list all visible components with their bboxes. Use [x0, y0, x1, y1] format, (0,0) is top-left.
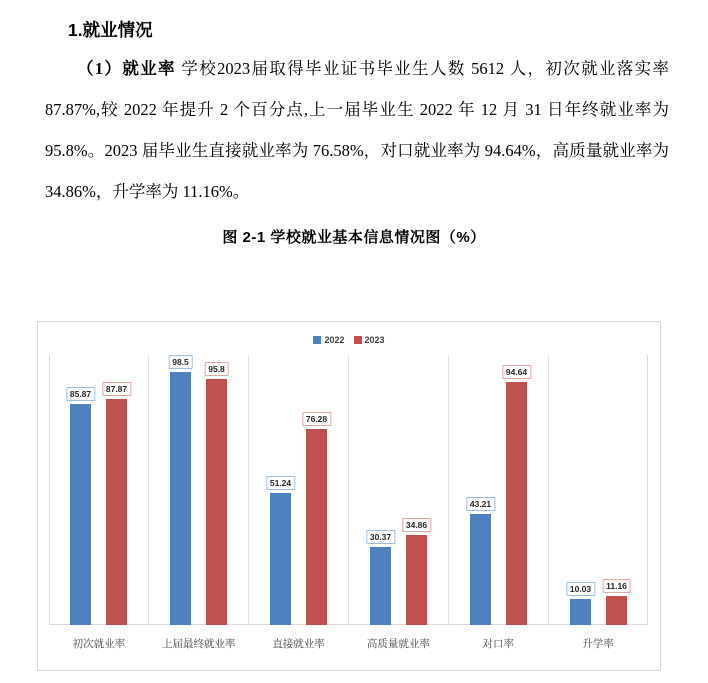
- paragraph-rest: 学校2023届取得毕业证书毕业生人数 5612 人，初次就业落实率 87.87%,较 2022 年提升 2 个百分点,上一届毕业生 2022 年 12 月 31 日年终就业率为 95.8%。2023 届毕业生直接就业率为 76.58%，对口就业率为 94.64%，高质量就业率为 34.86%，升学率为 11.16%。: [45, 59, 670, 201]
- bar-group: [149, 355, 249, 625]
- bar-holder: [470, 355, 491, 625]
- page-heading: 1.就业情况: [68, 20, 153, 40]
- bar-holder: [370, 355, 391, 625]
- plot-area: [49, 355, 648, 625]
- figure-caption: 图 2-1 学校就业基本信息情况图（%）: [222, 229, 486, 246]
- bar[interactable]: [306, 429, 327, 625]
- bar[interactable]: [206, 379, 227, 625]
- x-axis-tick-label: 初次就业率: [72, 638, 126, 650]
- bar-group: [549, 355, 648, 625]
- bar-group: [49, 355, 149, 625]
- bar-value-label: 30.37: [366, 530, 395, 544]
- bar[interactable]: [506, 382, 527, 625]
- bar-value-label: 43.21: [466, 497, 495, 511]
- bar-group: [349, 355, 449, 625]
- legend-item-2022: [313, 335, 344, 345]
- bar[interactable]: [170, 372, 191, 625]
- bar[interactable]: [370, 547, 391, 625]
- bar-value-label: 11.16: [602, 579, 631, 593]
- bar-holder: [306, 355, 327, 625]
- bar-value-label: 95.8: [204, 362, 229, 376]
- bar[interactable]: [570, 599, 591, 625]
- x-axis-tick-label: 对口率: [482, 638, 514, 650]
- x-axis-labels: [49, 634, 648, 654]
- bar-value-label: 94.64: [502, 365, 531, 379]
- bar-holder: [170, 355, 191, 625]
- bar[interactable]: [406, 535, 427, 625]
- bar-value-label: 76.28: [302, 412, 331, 426]
- paragraph-lead-bold: （1）就业率: [77, 59, 176, 78]
- bar-groups: [49, 355, 648, 625]
- bar[interactable]: [606, 596, 627, 625]
- bar-value-label: 87.87: [102, 382, 131, 396]
- bar-holder: [570, 355, 591, 625]
- legend-label-2023: 2023: [364, 335, 385, 345]
- bar[interactable]: [470, 514, 491, 625]
- bar-group: [249, 355, 349, 625]
- bar-value-label: 10.03: [566, 582, 595, 596]
- legend-swatch-2023: [354, 336, 362, 344]
- bar[interactable]: [70, 404, 91, 625]
- bar-value-label: 98.5: [168, 355, 193, 369]
- bar-holder: [606, 355, 627, 625]
- bar[interactable]: [106, 399, 127, 625]
- bar-holder: [406, 355, 427, 625]
- x-axis-tick-label: 上届最终就业率: [161, 638, 236, 650]
- x-axis-tick-label: 升学率: [582, 638, 614, 650]
- bar-holder: [106, 355, 127, 625]
- legend-item-2023: [354, 335, 385, 345]
- body-paragraph: [30, 43, 678, 212]
- bar-holder: [270, 355, 291, 625]
- document-body: [0, 0, 708, 257]
- bar-holder: [206, 355, 227, 625]
- legend-label-2022: 2022: [324, 335, 345, 345]
- bar-value-label: 85.87: [66, 387, 95, 401]
- bar[interactable]: [270, 493, 291, 625]
- chart-legend: [38, 335, 660, 345]
- bar-value-label: 51.24: [266, 476, 295, 490]
- x-axis-tick-label: 直接就业率: [272, 638, 325, 650]
- bar-holder: [506, 355, 527, 625]
- bar-value-label: 34.86: [402, 518, 431, 532]
- legend-swatch-2022: [313, 336, 321, 344]
- bar-holder: [70, 355, 91, 625]
- employment-bar-chart: [37, 321, 661, 671]
- x-axis-tick-label: 高质量就业率: [366, 638, 430, 650]
- bar-group: [449, 355, 549, 625]
